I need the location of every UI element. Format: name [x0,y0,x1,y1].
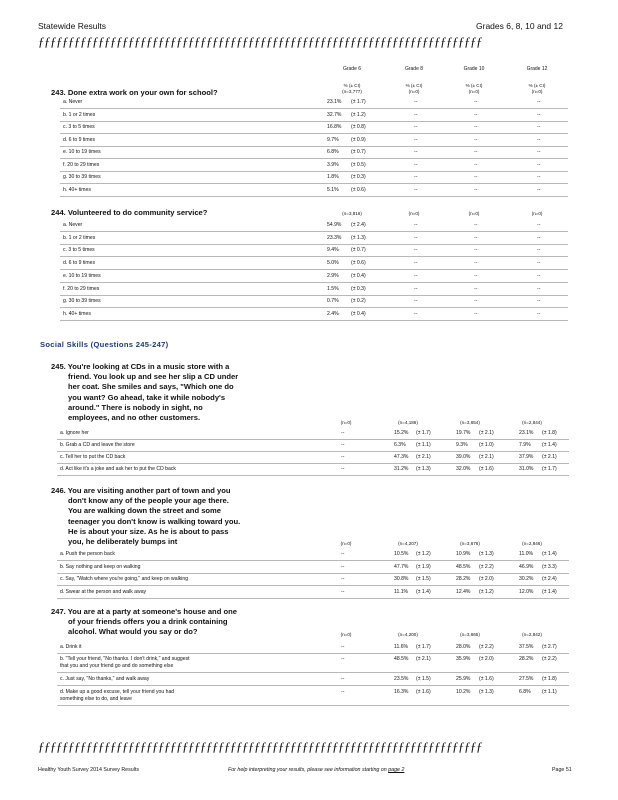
grade6-ci: (± 0.7) [351,247,366,254]
empty-cell: -- [474,149,478,155]
grade6-ci: (± 1.7) [351,99,366,105]
grade12-percent: 7.9% [519,442,531,448]
title-line: don't know any of the people your age there. [68,496,229,506]
q243-g12-header: % (± CI) (n=0) [528,83,546,94]
option-label: h. 40+ times [63,186,91,193]
grade8-ci: (± 1.3) [416,466,431,472]
option-label: b. 1 or 2 times [63,234,96,241]
title-line: He is about your size. As he is about to pass [68,526,229,536]
q246-g12-n: (n=2,846) [522,541,542,546]
grade6-ci: (± 0.4) [351,272,366,279]
footer-page-number: Page 51 [552,767,572,773]
row-divider [60,269,568,270]
empty-cell: -- [341,551,345,557]
empty-cell: -- [414,99,418,105]
empty-cell: -- [414,234,418,241]
row-divider [60,196,568,197]
grade12-ci: (± 1.4) [542,589,557,595]
grade6-percent: 32.7% [327,111,342,118]
col-header-grade12: Grade 12 [526,66,548,72]
grade12-percent: 37.5% [519,644,534,650]
grade10-ci: (± 2.1) [479,430,494,436]
title-line: 246. You are visiting another part of town and you [51,486,231,495]
q243-g8-header: % (± CI) (n=0) [405,83,423,94]
empty-cell: -- [474,260,478,267]
option-label: d. Act like it's a joke and ask her to put the CD back [60,466,176,472]
title-line: of your friends offers you a drink containing [68,617,228,627]
row-divider [57,560,569,561]
q245-g10-n: (n=3,654) [460,420,480,425]
grade8-ci: (± 1.9) [416,564,431,570]
row-divider [57,463,569,464]
empty-cell: -- [414,285,418,292]
grade8-ci: (± 1.5) [416,676,431,682]
empty-cell: -- [341,564,345,570]
grade12-ci: (± 1.4) [542,442,557,448]
section-title: Social Skills (Questions 245-247) [40,340,169,349]
grade12-percent: 31.0% [519,466,534,472]
empty-cell: -- [414,222,418,228]
grade6-ci: (± 0.8) [351,124,366,130]
option-label: d. Swear at the person and walk away [60,589,147,595]
col-header-grade10: Grade 10 [463,66,485,72]
q247-g12-n: (n=2,842) [522,632,542,637]
grade12-percent: 23.1% [519,430,534,436]
row-divider [60,133,568,134]
row-divider [60,231,568,232]
grade6-percent: 54.9% [327,222,342,228]
grade8-ci: (± 1.4) [416,589,431,595]
grade6-percent: 23.3% [327,234,342,241]
option-label: h. 40+ times [63,310,91,317]
empty-cell: -- [414,136,418,143]
grade10-percent: 39.0% [456,454,471,460]
row-divider [60,121,568,122]
option-label: a. Never [63,222,83,228]
empty-cell: -- [474,161,478,168]
grade8-percent: 30.8% [394,576,409,582]
empty-cell: -- [474,99,478,105]
grade10-percent: 9.3% [456,442,468,448]
col-header-grade6: Grade 6 [342,66,362,72]
empty-cell: -- [341,576,345,582]
empty-cell: -- [414,310,418,317]
header-left: Statewide Results [38,21,107,31]
grade8-percent: 10.5% [394,551,409,557]
grade12-percent: 28.2% [519,656,534,662]
empty-cell: -- [414,111,418,118]
grade8-ci: (± 1.2) [416,551,431,557]
empty-cell: -- [414,260,418,267]
option-label: b. 1 or 2 times [63,111,96,118]
option-label: g. 30 to 39 times [63,174,101,180]
title-line: you want? Go ahead, take it while nobody's [68,392,226,402]
grade12-ci: (± 1.8) [542,430,557,436]
empty-cell: -- [414,298,418,305]
option-label: f. 20 to 29 times [63,285,100,292]
empty-cell: -- [474,298,478,305]
footer-page-link[interactable]: page 2 [388,767,405,773]
row-divider [60,158,568,159]
grade6-ci: (± 0.3) [351,285,366,292]
grade6-percent: 16.8% [327,124,342,130]
empty-cell: -- [341,454,345,460]
option-label: something else to do, and leave [60,696,132,702]
empty-cell: -- [341,689,345,695]
grade10-ci: (± 2.2) [479,564,494,570]
grade6-percent: 5.1% [327,186,339,193]
empty-cell: -- [474,247,478,254]
row-divider [57,585,569,586]
empty-cell: -- [414,149,418,155]
empty-cell: -- [537,149,541,155]
empty-cell: -- [414,186,418,193]
grade8-percent: 23.5% [394,676,409,682]
grade6-ci: (± 0.9) [351,136,366,143]
empty-cell: -- [474,234,478,241]
grade8-percent: 6.3% [394,442,406,448]
row-divider [60,282,568,283]
option-label: d. Make up a good excuse, tell your friend you had [60,689,175,695]
col-header-grade8: Grade 8 [404,66,424,72]
option-label: a. Push the person back [60,551,115,557]
grade10-ci: (± 1.0) [479,442,494,448]
title-line: 245. You're looking at CDs in a music store with a [51,362,230,371]
grade6-ci: (± 0.7) [351,149,366,155]
empty-cell: -- [341,466,345,472]
option-label: d. 6 to 9 times [63,136,95,143]
grade6-percent: 0.7% [327,298,339,305]
grade12-percent: 27.5% [519,676,534,682]
option-label: b. Grab a CD and leave the store [60,442,135,448]
empty-cell: -- [537,260,541,267]
grade6-ci: (± 1.2) [351,111,366,118]
row-divider [57,653,569,654]
row-divider [57,685,569,686]
grade12-ci: (± 2.7) [542,644,557,650]
grade6-percent: 5.0% [327,260,339,267]
empty-cell: -- [537,247,541,254]
row-divider [60,256,568,257]
grade12-ci: (± 1.1) [542,689,557,695]
grade8-percent: 47.7% [394,564,409,570]
grade10-percent: 28.2% [456,576,471,582]
grade12-percent: 30.2% [519,576,534,582]
grade12-percent: 11.0% [519,551,534,557]
grade12-ci: (± 2.2) [542,656,557,662]
option-label: b. "Tell your friend, "No thanks. I don't drink," and suggest [60,656,190,662]
decorative-rule-top: ƒƒƒƒƒƒƒƒƒƒƒƒƒƒƒƒƒƒƒƒƒƒƒƒƒƒƒƒƒƒƒƒƒƒƒƒƒƒƒƒƒƒƒƒƒƒƒƒƒƒƒƒƒƒƒƒƒƒƒƒƒƒƒƒƒƒƒƒƒƒƒƒƒƒ [38,34,482,49]
grade10-ci: (± 2.1) [479,454,494,460]
grade8-ci: (± 2.1) [416,454,431,460]
grade12-ci: (± 1.7) [542,466,557,472]
empty-cell: -- [414,247,418,254]
grade10-percent: 10.2% [456,689,471,695]
option-label: e. 10 to 19 times [63,149,101,155]
grade10-percent: 48.5% [456,564,471,570]
title-line: friend. You look up and see her slip a CD under [68,372,239,382]
grade12-percent: 37.9% [519,454,534,460]
row-divider [60,171,568,172]
grade6-percent: 1.8% [327,174,339,180]
grade6-ci: (± 0.5) [351,161,366,168]
grade10-ci: (± 1.3) [479,689,494,695]
empty-cell: -- [474,272,478,279]
title-line: her coat. She smiles and says, "Which one do [68,382,234,392]
grade12-percent: 46.9% [519,564,534,570]
empty-cell: -- [474,310,478,317]
grade10-percent: 10.9% [456,551,471,557]
grade6-percent: 9.7% [327,136,339,143]
empty-cell: -- [537,310,541,317]
row-divider [60,146,568,147]
empty-cell: -- [537,161,541,168]
empty-cell: -- [537,174,541,180]
option-label: c. 3 to 5 times [63,247,95,254]
row-divider [57,439,569,440]
grade6-ci: (± 0.6) [351,186,366,193]
empty-cell: -- [537,99,541,105]
grade8-percent: 11.1% [394,589,409,595]
grade12-ci: (± 2.1) [542,454,557,460]
grade10-percent: 32.0% [456,466,471,472]
option-label: f. 20 to 29 times [63,161,100,168]
q243-g10-header: % (± CI) (n=0) [465,83,483,94]
option-label: c. Tell her to put the CD back [60,454,126,460]
row-divider [57,475,569,476]
empty-cell: -- [414,174,418,180]
grade8-ci: (± 1.7) [416,644,431,650]
option-label: a. Drink it [60,644,82,650]
grade10-percent: 25.9% [456,676,471,682]
grade8-percent: 15.2% [394,430,409,436]
q246-title [51,486,240,547]
grade12-ci: (± 1.4) [542,551,557,557]
title-line: alcohol. What would you say or do? [68,627,198,637]
q245-g6-n: (n=0) [340,420,352,425]
grade6-ci: (± 2.4) [351,222,366,228]
q245-g12-n: (n=2,844) [522,420,542,425]
empty-cell: -- [414,272,418,279]
grade8-percent: 11.6% [394,644,409,650]
q245-g8-n: (n=4,186) [398,420,418,425]
grade6-percent: 1.5% [327,285,339,292]
q247-g6-n: (n=0) [340,632,352,637]
q244-g8-n: (n=0) [408,211,420,216]
q245-title [51,362,238,423]
empty-cell: -- [341,430,345,436]
grade12-percent: 12.0% [519,589,534,595]
grade10-percent: 28.0% [456,644,471,650]
empty-cell: -- [537,222,541,228]
grade6-ci: (± 0.4) [351,310,366,317]
title-line: around." There is nobody in sight, no [68,402,203,412]
empty-cell: -- [341,676,345,682]
empty-cell: -- [414,161,418,168]
grade8-ci: (± 1.7) [416,430,431,436]
option-label: e. 10 to 19 times [63,272,101,279]
row-divider [60,183,568,184]
q247-title [51,607,237,638]
grade6-percent: 23.1% [327,99,342,105]
grade10-percent: 12.4% [456,589,471,595]
q247-g10-n: (n=3,665) [460,632,480,637]
grade8-ci: (± 2.1) [416,656,431,662]
grade6-ci: (± 0.6) [351,260,366,267]
row-divider [60,244,568,245]
grade6-ci: (± 0.2) [351,298,366,305]
grade10-percent: 35.9% [456,656,471,662]
grade10-percent: 19.7% [456,430,471,436]
grade10-ci: (± 2.2) [479,644,494,650]
grade6-percent: 6.8% [327,149,339,155]
empty-cell: -- [474,285,478,292]
grade6-percent: 2.4% [327,310,339,317]
grade10-ci: (± 2.0) [479,576,494,582]
grade6-percent: 3.9% [327,161,339,168]
empty-cell: -- [537,136,541,143]
decorative-rule-bottom: ƒƒƒƒƒƒƒƒƒƒƒƒƒƒƒƒƒƒƒƒƒƒƒƒƒƒƒƒƒƒƒƒƒƒƒƒƒƒƒƒƒƒƒƒƒƒƒƒƒƒƒƒƒƒƒƒƒƒƒƒƒƒƒƒƒƒƒƒƒƒƒƒƒƒ [38,739,482,754]
title-line: you, he deliberately bumps int [68,537,178,547]
grade8-percent: 16.3% [394,689,409,695]
grade12-ci: (± 3.3) [542,564,557,570]
grade10-ci: (± 1.6) [479,466,494,472]
option-label: c. Say, "Watch where you're going," and keep on walking [60,576,189,582]
q246-g8-n: (n=4,207) [398,541,418,546]
empty-cell: -- [537,124,541,130]
title-line: employees, and no other customers. [68,413,201,423]
option-label: a. Ignore her [60,430,89,436]
row-divider [60,320,568,321]
empty-cell: -- [537,111,541,118]
title-line: You are walking down the street and some [68,506,222,516]
row-divider [57,672,569,673]
option-label: d. 6 to 9 times [63,260,95,267]
q243-title: 243. Done extra work on your own for school? [51,88,218,97]
row-divider [60,307,568,308]
grade8-ci: (± 1.5) [416,576,431,582]
empty-cell: -- [474,136,478,143]
grade8-percent: 31.2% [394,466,409,472]
row-divider [57,598,569,599]
empty-cell: -- [414,124,418,130]
q244-g10-n: (n=0) [468,211,480,216]
grade10-ci: (± 1.6) [479,676,494,682]
grade6-percent: 2.9% [327,272,339,279]
empty-cell: -- [537,272,541,279]
grade8-ci: (± 1.6) [416,689,431,695]
grade8-percent: 48.5% [394,656,409,662]
q246-g6-n: (n=0) [340,541,352,546]
footer-left: Healthy Youth Survey 2014 Survey Results [38,767,139,773]
empty-cell: -- [537,234,541,241]
empty-cell: -- [341,656,345,662]
title-line: teenager you don't know is walking toward you. [68,516,241,526]
option-label: b. Say nothing and keep on walking [60,564,141,570]
row-divider [57,705,569,706]
row-divider [60,108,568,109]
empty-cell: -- [341,644,345,650]
q244-g12-n: (n=0) [531,211,543,216]
option-label: c. Just say, "No thanks," and walk away [60,676,150,682]
empty-cell: -- [474,186,478,193]
grade10-ci: (± 1.2) [479,589,494,595]
option-label: g. 30 to 39 times [63,298,101,305]
grade8-percent: 47.3% [394,454,409,460]
footer-help: For help interpreting your results, please see information starting on page 2 [228,767,405,773]
q247-g8-n: (n=4,200) [398,632,418,637]
grade6-ci: (± 0.3) [351,174,366,180]
q243-g6-header: % (± CI) (n=3,777) [342,83,362,94]
row-divider [57,451,569,452]
option-label: c. 3 to 5 times [63,124,95,130]
option-label: that you and your friend go and do something else [60,663,174,669]
grade10-ci: (± 1.3) [479,551,494,557]
empty-cell: -- [341,589,345,595]
empty-cell: -- [474,174,478,180]
empty-cell: -- [474,222,478,228]
grade10-ci: (± 2.0) [479,656,494,662]
grade8-ci: (± 1.1) [416,442,431,448]
row-divider [57,573,569,574]
q244-title: 244. Volunteered to do community service? [51,208,208,217]
q246-g10-n: (n=3,676) [460,541,480,546]
grade12-ci: (± 1.8) [542,676,557,682]
empty-cell: -- [537,298,541,305]
option-label: a. Never [63,99,83,105]
grade12-percent: 6.8% [519,689,531,695]
empty-cell: -- [537,186,541,193]
empty-cell: -- [474,124,478,130]
grade6-ci: (± 1.3) [351,234,366,241]
empty-cell: -- [341,442,345,448]
empty-cell: -- [474,111,478,118]
header-right: Grades 6, 8, 10 and 12 [476,21,563,31]
row-divider [60,295,568,296]
empty-cell: -- [537,285,541,292]
q244-g6-n: (n=3,816) [342,211,362,216]
grade6-percent: 9.4% [327,247,339,254]
grade12-ci: (± 2.4) [542,576,557,582]
title-line: 247. You are at a party at someone's house and one [51,607,237,616]
